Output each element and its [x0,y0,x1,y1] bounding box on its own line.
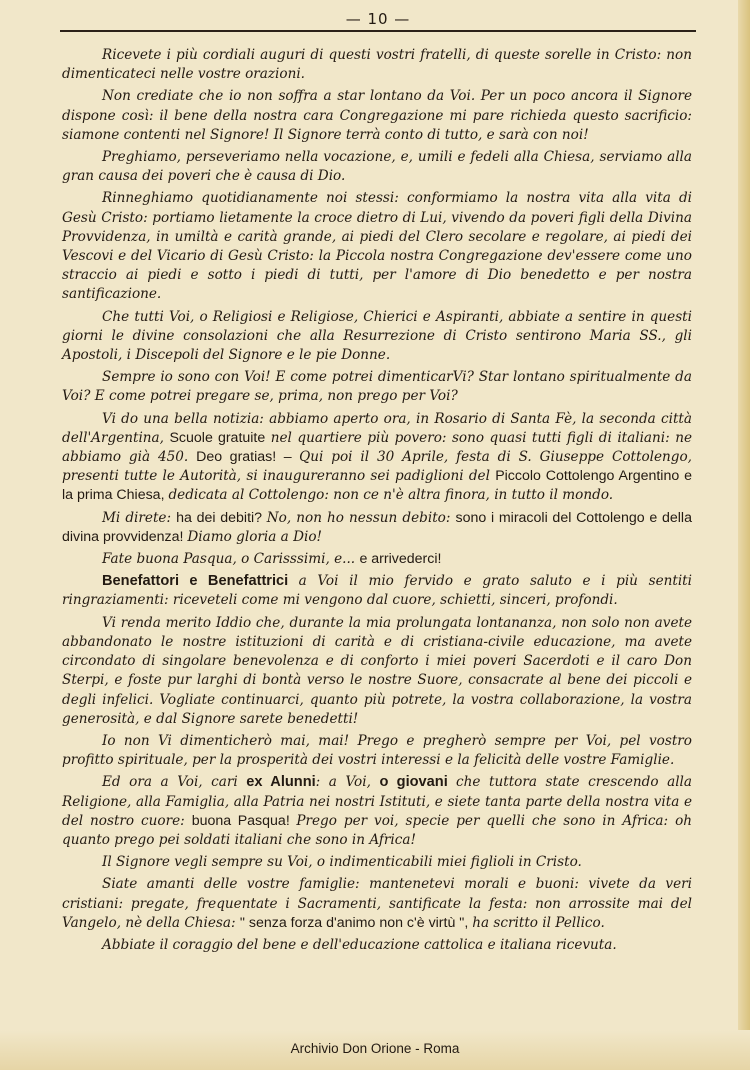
text-segment: Sempre io sono con Voi! E come potrei dimenticarVi? Star lontano spiritualmente da Voi? E come potrei pregare se, prima, non prego per Voi? [62,369,692,405]
paragraph [62,46,692,84]
text-segment: Vi renda merito Iddio che, durante la mia prolungata lontananza, non solo non avete abbandonato le nostre istituzioni di carità e di cristiana-civile educazione, ma avete circondato di singolare benevolenza e di conforto i miei poveri Sacerdoti e il caro Don Sterpi, e foste pur larghi di bontà verso le nostre Suore, consacrate al bene dei piccoli e degli infelici. Vogliate continuarci, quanto più potrete, la vostra collaborazione, la vostra generosità, e dal Signore sarete benedetti! [62,614,692,727]
text-segment: buona Pasqua! [191,812,297,829]
text-segment: nel quartiere più povero: sono quasi tutti figli di italiani: ne abbiamo già 450. [62,429,692,466]
text-segment: Che tutti Voi, o Religiosi e Religiose, Chierici e Aspiranti, abbiate a sentire in questi giorni le divine consolazioni che alla Resurrezione di Cristo sentirono Maria SS., gli Apostoli, i Discepoli del Signore e le pie Donne. [62,308,692,364]
paragraph [62,87,692,145]
text-segment: No, non ho nessun debito: [266,509,456,526]
text-segment: ha dei debiti? [176,509,267,526]
text-segment: Piccolo Cottolengo Argentino e la prima Chiesa, [62,468,692,504]
text-segment: Diamo gloria a Dio! [187,528,322,545]
text-segment: Scuole gratuite [169,429,266,446]
text-segment: Ed ora a Voi, cari [102,774,247,791]
text-segment: dedicata al Cottolengo: non ce n'è altra finora, in tutto il mondo. [168,487,614,504]
text-segment: " senza forza d'animo non c'è virtù ", [239,914,473,931]
paragraph [62,773,692,850]
archive-footer: Archivio Don Orione - Roma [290,1041,460,1056]
text-segment: ex Alunni [246,774,316,791]
text-segment: Deo gratias! – [196,449,300,466]
text-segment: Rinneghiamo quotidianamente noi stessi: conformiamo la nostra vita alla vita di Gesù Cristo: portiamo lietamente la croce dietro di Lui, vivendo da poveri figli della Divina Provvidenza, in umiltà e carità grande, ai piedi del Clero secolare e regolare, ai piedi dei Vescovi e del Vicario di Gesù Cristo: la Piccola nostra Congregazione dev'essere come uno straccio ai piedi e sotto i piedi di tutti, per l'amore di Dio benedetto e per nostra santificazione. [62,190,692,303]
text-segment: Mi direte: [102,509,177,526]
text-segment: Prego per voi, specie per quelli che sono in Africa: oh quanto prego pei soldati italiani che sono in Africa! [62,812,693,848]
text-segment: Non crediate che io non soffra a star lontano da Voi. Per un poco ancora il Signore dispone così: il bene della nostra cara Congregazione mi pare richieda questo sacrificio: siamone contenti nel Signore! Il Signore terrà conto di tutto, e sarà con noi! [62,88,692,143]
text-segment: a Voi il mio fervido e grato saluto e i più sentiti ringraziamenti: riceveteli come mi vengono dal cuore, schietti, sinceri, profondi. [62,573,692,609]
text-segment: Siate amanti delle vostre famiglie: mantenetevi morali e buoni: vivete da veri cristiani: pregate, frequentate i Sacramenti, santificate la festa: non arrossite mai del Vangelo, nè della Chiesa: [62,876,692,931]
paragraph [62,572,692,610]
text-segment: : a Voi, [315,774,380,791]
text-segment: che tuttora state crescendo alla Religione, alla Famiglia, alla Patria nei nostri Istituti, e siete tanta parte della nostra vita e del nostro cuore: [62,774,693,829]
header-rule [60,30,696,32]
paragraph [62,853,692,872]
text-segment: o giovani [379,774,457,791]
paragraph [62,550,692,569]
text-segment: Vi do una bella notizia: abbiamo aperto ora, in Rosario di Santa Fè, la seconda città dell'Argentina, [62,410,692,446]
text-segment: Io non Vi dimenticherò mai, mai! Prego e pregherò sempre per Voi, pel vostro profitto spirituale, per la prosperità dei vostri interessi e la felicità delle vostre Famiglie. [62,732,692,769]
text-segment: Preghiamo, perseveriamo nella vocazione, e, umili e fedeli alla Chiesa, serviamo alla gran causa dei poveri che è causa di Dio. [62,149,692,185]
text-segment: e arrivederci! [359,551,442,568]
text-segment: ha scritto il Pellico. [472,914,605,931]
text-segment: Qui poi il 30 Aprile, festa di S. Giuseppe Cottolengo, presenti tutte le Autorità, si inaugureranno sei padiglioni del [62,449,692,485]
paragraph [62,614,692,729]
text-segment: Ricevete i più cordiali auguri di questi vostri fratelli, di queste sorelle in Cristo: non dimenticateci nelle vostre orazioni. [62,47,692,83]
paragraph [62,308,692,366]
letter-body [62,46,692,958]
text-segment: Fate buona Pasqua, o Carisssimi, e... [102,551,360,568]
page-edge-shading [738,0,750,1070]
paragraph [62,936,692,955]
page-number: — 10 — [345,10,411,28]
paragraph [62,410,692,506]
text-segment: Benefattori e Benefattrici [102,573,299,590]
text-segment: Il Signore vegli sempre su Voi, o indimenticabili miei figlioli in Cristo. [102,854,582,871]
text-segment: sono i miracoli del Cottolengo e della divina provvidenza! [62,509,692,545]
paragraph [62,875,692,933]
text-segment: Abbiate il coraggio del bene e dell'educazione cattolica e italiana ricevuta. [102,936,617,953]
paragraph [62,509,692,547]
page-header [60,8,696,30]
paragraph [62,368,692,406]
paragraph [62,189,692,304]
paragraph [62,148,692,186]
paragraph [62,732,692,770]
